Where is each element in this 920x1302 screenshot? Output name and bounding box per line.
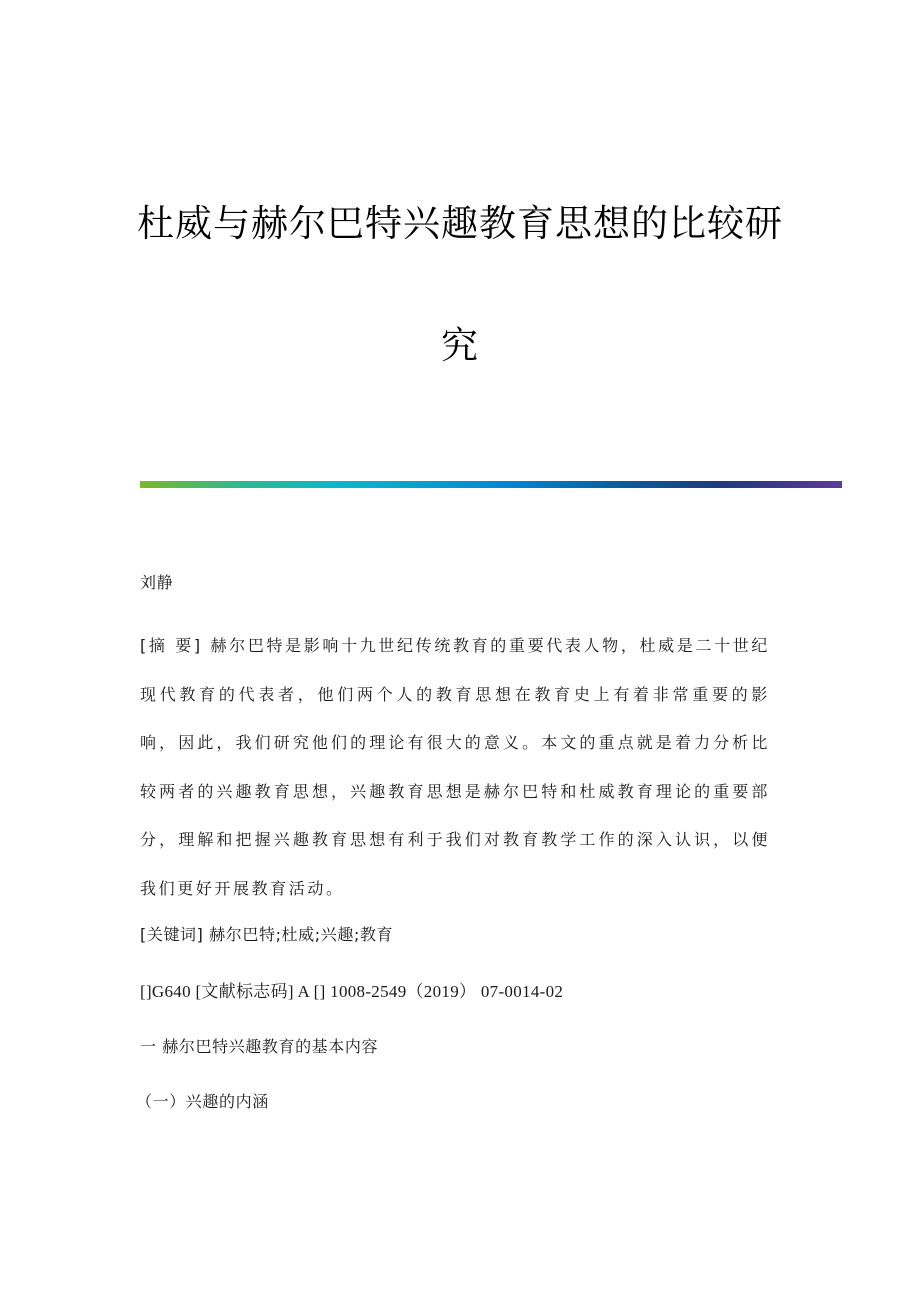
- document-title-line-2: 究: [441, 324, 479, 367]
- classification-line: []G640 [文献标志码] A [] 1008-2549（2019） 07-0014-02: [140, 982, 564, 1001]
- gradient-divider: [140, 481, 842, 488]
- section-heading: 一 赫尔巴特兴趣教育的基本内容: [140, 1037, 379, 1056]
- abstract-paragraph: [摘 要] 赫尔巴特是影响十九世纪传统教育的重要代表人物，杜威是二十世纪现代教育的代表者，他们两个人的教育思想在教育史上有着非常重要的影响，因此，我们研究他们的理论有很大的意义。本文的重点就是着力分析比较两者的兴趣教育思想，兴趣教育思想是赫尔巴特和杜威教育理论的重要部分，理解和把握兴趣教育思想有利于我们对教育教学工作的深入认识，以便我们更好开展教育活动。: [140, 636, 770, 898]
- author-name: 刘静: [140, 573, 174, 592]
- subsection-heading: （一）兴趣的内涵: [136, 1092, 269, 1111]
- keywords-line: [关键词] 赫尔巴特;杜威;兴趣;教育: [140, 925, 394, 944]
- document-title-line-1: 杜威与赫尔巴特兴趣教育思想的比较研: [137, 202, 783, 245]
